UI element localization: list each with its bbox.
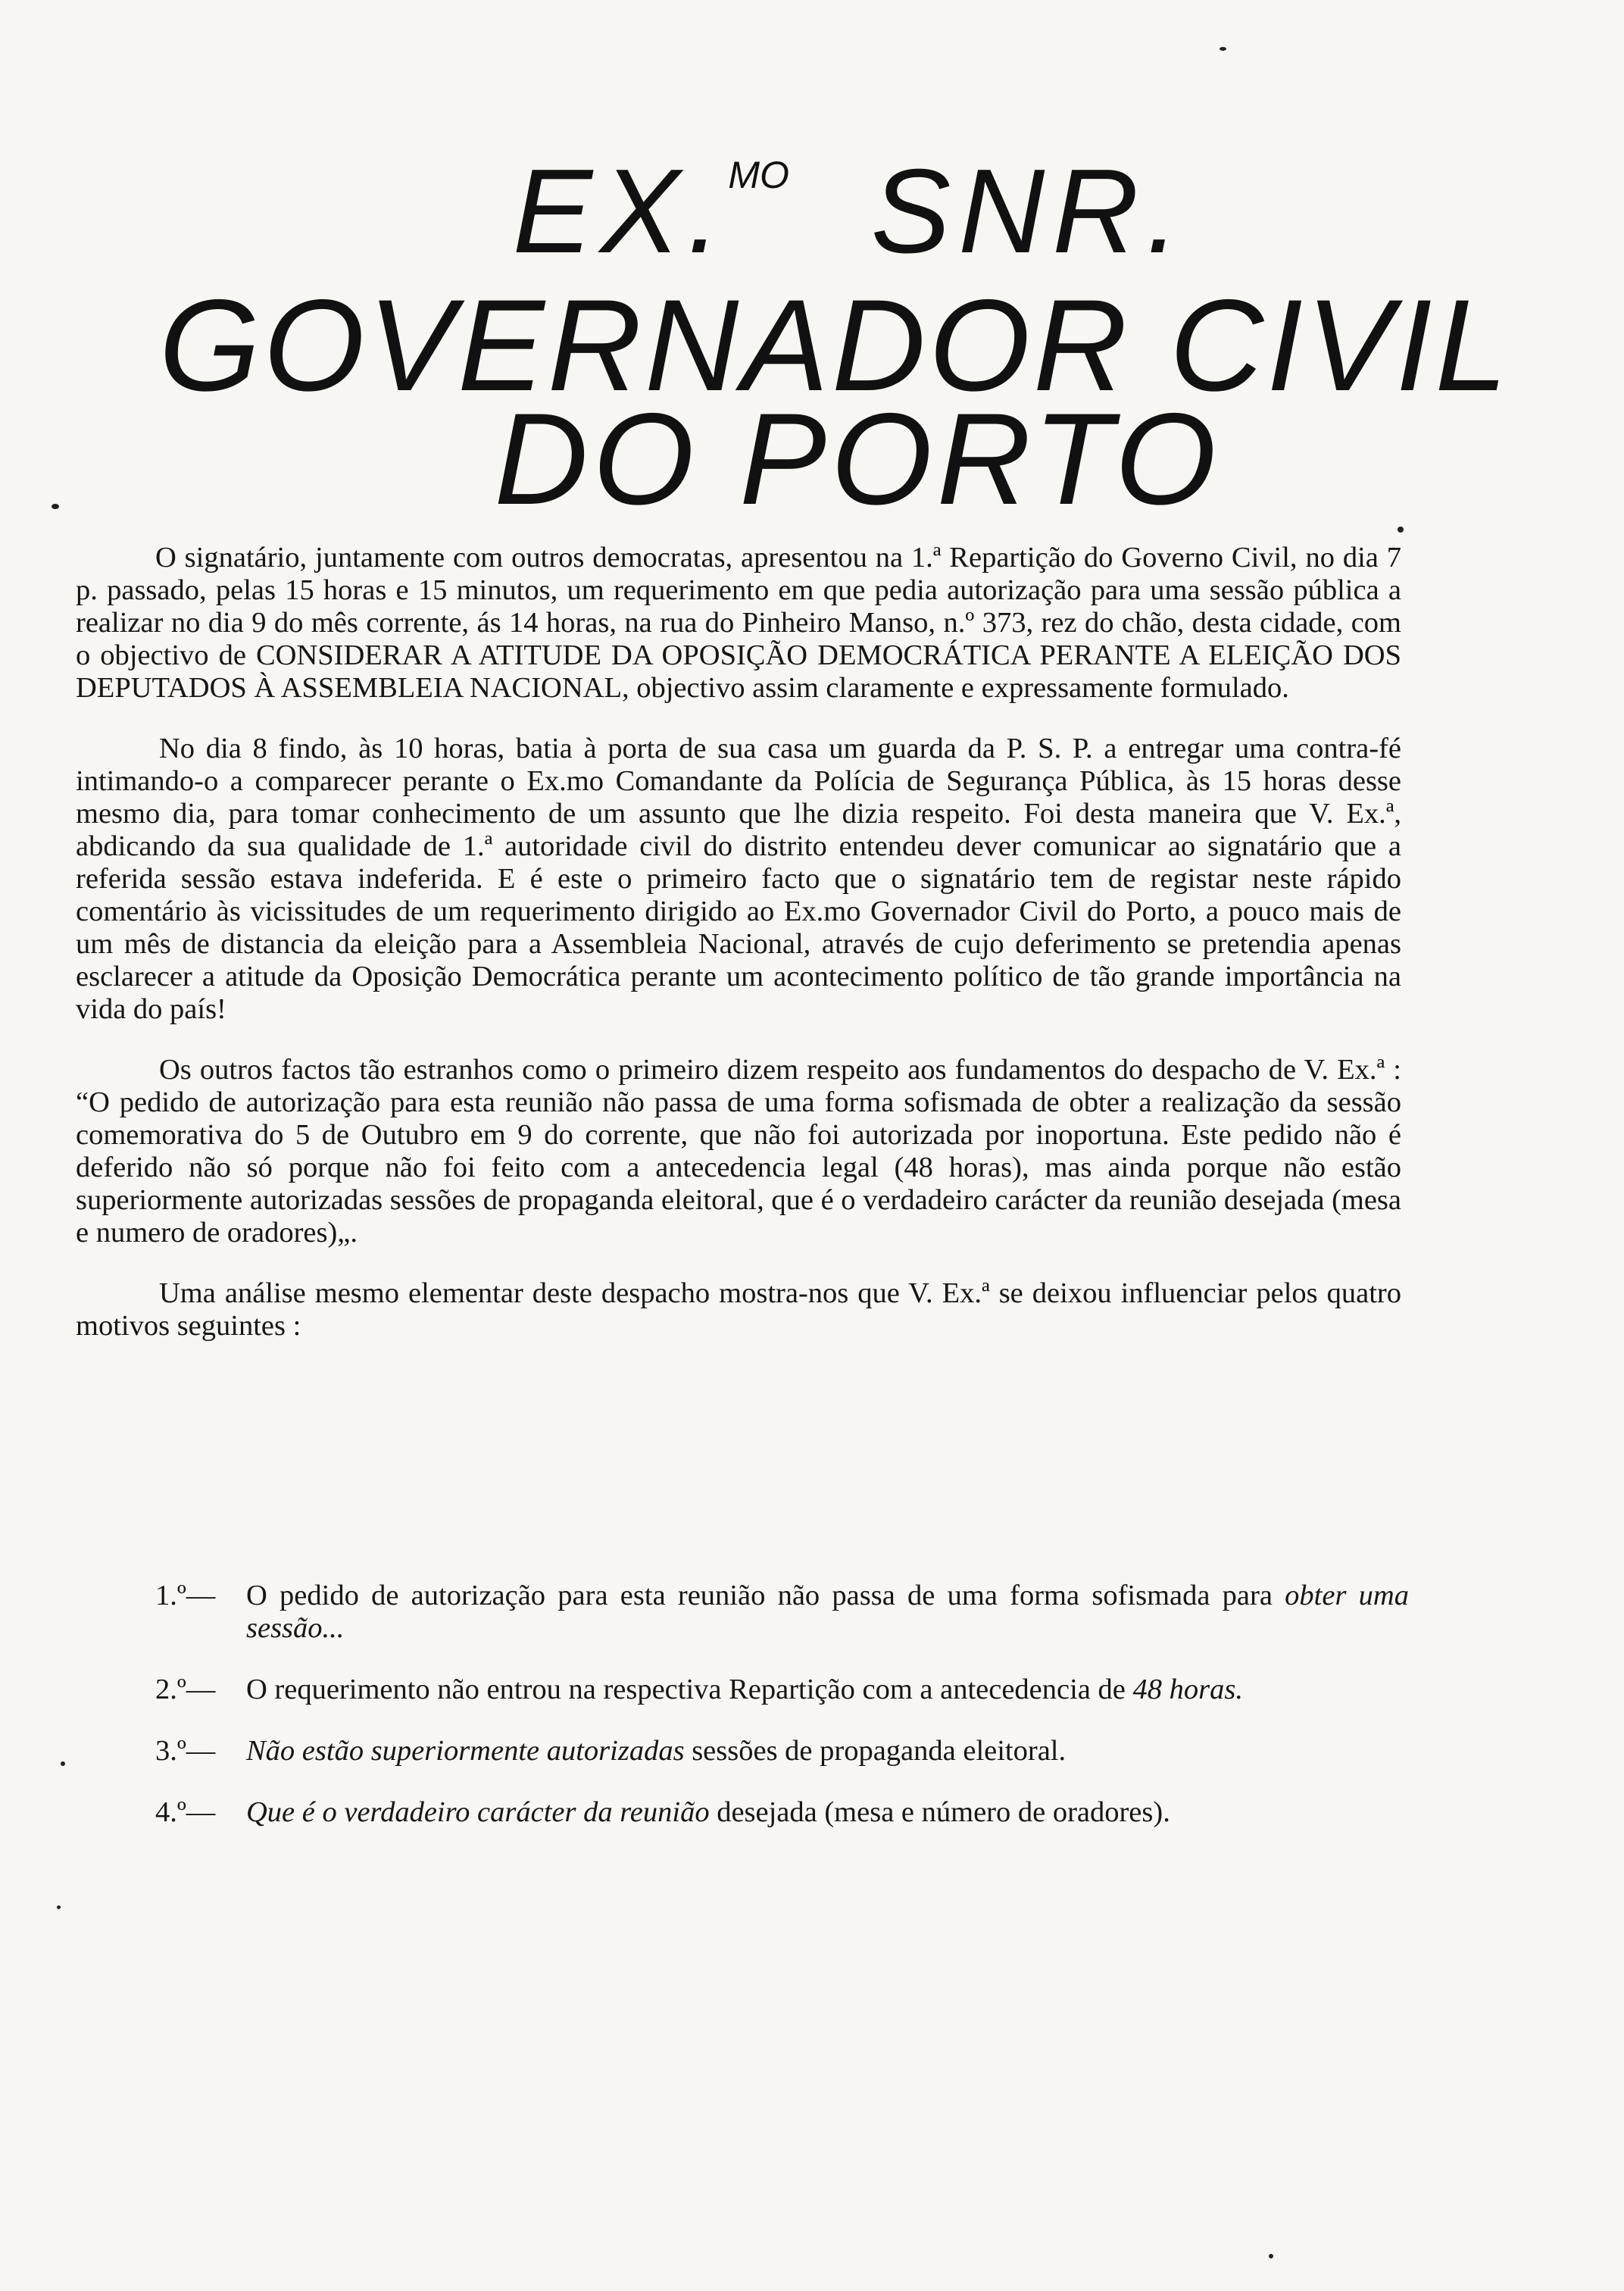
scan-speck	[1220, 47, 1226, 51]
title-ex: EX.	[512, 145, 729, 278]
title-line-3: DO PORTO	[494, 386, 1221, 532]
title-superscript: MO	[728, 154, 789, 196]
item-number: 3.º—	[155, 1735, 216, 1767]
list-item	[155, 1796, 1409, 1829]
scan-speck	[57, 1905, 61, 1909]
paragraph-2: No dia 8 findo, às 10 horas, batia à porta de sua casa um guarda da P. S. P. a entregar uma contra-fé intimando-o a comparecer perante o Ex.mo Comandante da Polícia de Segurança Pública, às 15 horas desse mesmo dia, para tomar conhecimento de um assunto que lhe dizia respeito. Foi desta maneira que V. Ex.ª, abdicando da sua qualidade de 1.ª autoridade civil do distrito entendeu dever comunicar ao signatário que a referida sessão estava indeferida. E é este o primeiro facto que o signatário tem de registar neste rápido comentário às vicissitudes de um requerimento dirigido ao Ex.mo Governador Civil do Porto, a pouco mais de um mês de distancia da eleição para a Assembleia Nacional, através de cujo deferimento se pretendia apenas esclarecer a atitude da Oposição Democrática perante um acontecimento político de tão grande importância na vida do país!	[76, 733, 1401, 1025]
paragraph-3: Os outros factos tão estranhos como o primeiro dizem respeito aos fundamentos do despacho de V. Ex.ª : “O pedido de autorização para esta reunião não passa de uma forma sofismada de obter a realização da sessão comemorativa do 5 de Outubro em 9 do corrente, que não foi autorizada por inoportuna. Este pedido não é deferido não só porque não foi feito com a antecedencia legal (48 horas), mas ainda porque não estão superiormente autorizadas sessões de propaganda eleitoral, que é o verdadeiro carácter da reunião desejada (mesa e numero de oradores)„.	[76, 1054, 1401, 1249]
list-item	[155, 1735, 1409, 1767]
item-italic: 48 horas.	[1132, 1674, 1243, 1705]
scan-speck	[52, 504, 59, 509]
item-italic: Que é o verdadeiro carácter da reunião	[246, 1796, 710, 1828]
item-italic: Não estão superiormente autorizadas	[246, 1735, 685, 1767]
item-text: O pedido de autorização para esta reunião não passa de uma forma sofismada para	[246, 1580, 1285, 1611]
item-italic: obter uma sessão...	[246, 1580, 1409, 1644]
scan-speck	[1398, 527, 1404, 533]
list-item	[155, 1674, 1409, 1706]
title-line-2: GOVERNADOR CIVIL	[158, 273, 1511, 418]
scan-speck	[1269, 2254, 1273, 2258]
list-item	[155, 1580, 1409, 1645]
paragraph-1: O signatário, juntamente com outros democratas, apresentou na 1.ª Repartição do Governo Civil, no dia 7 p. passado, pelas 15 horas e 15 minutos, um requerimento em que pedia autorização para uma sessão pública a realizar no dia 9 do mês corrente, ás 14 horas, na rua do Pinheiro Manso, n.º 373, rez do chão, desta cidade, com o objectivo de CONSIDERAR A ATITUDE DA OPOSIÇÃO DEMOCRÁTICA PERANTE A ELEIÇÃO DOS DEPUTADOS À ASSEMBLEIA NACIONAL, objectivo assim claramente e expressamente formulado.	[76, 542, 1401, 704]
motives-list	[155, 1580, 1409, 1858]
title-line-1	[38, 145, 1624, 278]
item-number: 2.º—	[155, 1674, 216, 1705]
letter-body	[76, 542, 1401, 1371]
item-text: O requerimento não entrou na respectiva Repartição com a antecedencia de	[246, 1674, 1133, 1705]
item-number: 1.º—	[155, 1580, 216, 1611]
scan-speck	[61, 1761, 65, 1766]
paragraph-4: Uma análise mesmo elementar deste despacho mostra-nos que V. Ex.ª se deixou influenciar pelos quatro motivos seguintes :	[76, 1277, 1401, 1342]
item-number: 4.º—	[155, 1796, 216, 1828]
item-text-end: desejada (mesa e número de oradores).	[709, 1796, 1170, 1828]
item-text-end: sessões de propaganda eleitoral.	[684, 1735, 1067, 1767]
title-snr: SNR.	[870, 145, 1188, 278]
